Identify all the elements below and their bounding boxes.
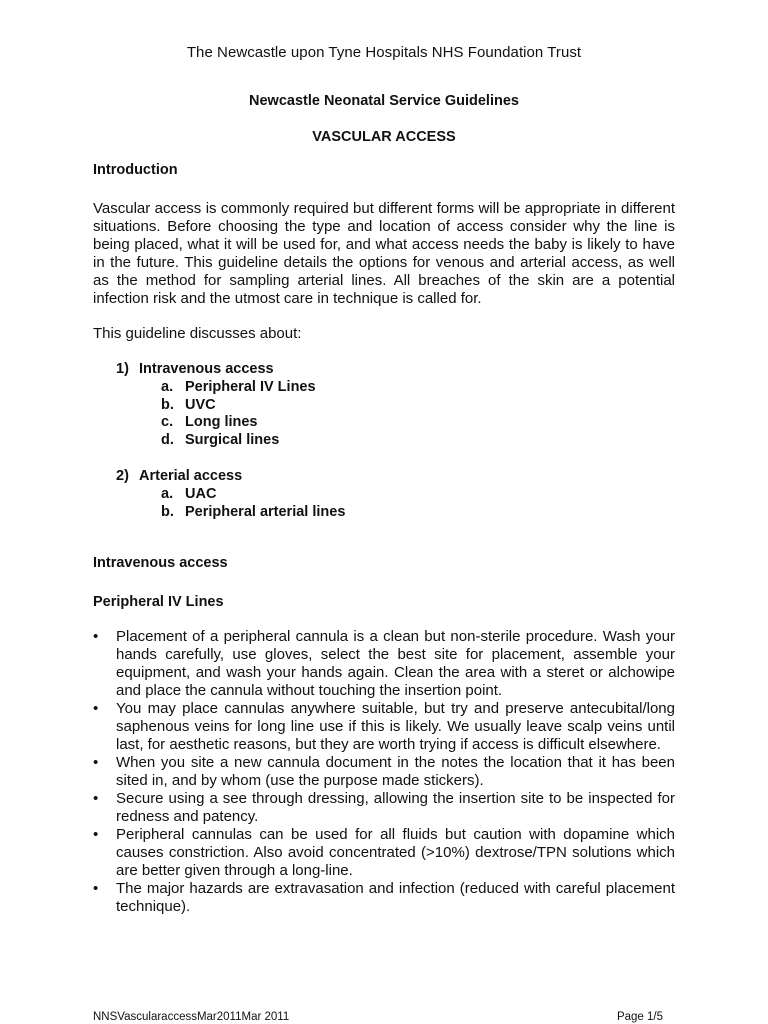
list-item — [93, 790, 675, 826]
footer-doc-ref: NNSVascularaccessMar2011Mar 2011 — [93, 1011, 290, 1023]
bullet-icon: • — [93, 754, 99, 771]
introduction-heading: Introduction — [93, 162, 178, 178]
list-item-text: Placement of a peripheral cannula is a clean but non-sterile procedure. Wash your hands carefully, use gloves, select the best site for placement, assemble your equipment, and wash your hands again. Clean the area with a steret or alchowipe and place the cannula without touching the insertion point. — [116, 628, 675, 699]
document-title: VASCULAR ACCESS — [312, 129, 456, 145]
contents-item — [116, 361, 316, 379]
contents-sublabel: Peripheral IV Lines — [185, 378, 316, 395]
service-title: Newcastle Neonatal Service Guidelines — [249, 93, 519, 109]
contents-subitem — [116, 486, 345, 504]
bullet-icon: • — [93, 790, 99, 807]
bullet-list — [93, 628, 675, 916]
contents-list-intravenous — [116, 361, 316, 450]
contents-item — [116, 468, 345, 486]
contents-sublabel: UVC — [185, 396, 216, 413]
contents-letter: a. — [161, 485, 174, 502]
list-item — [93, 628, 675, 700]
contents-list-arterial — [116, 468, 345, 521]
list-item — [93, 754, 675, 790]
contents-sublabel: UAC — [185, 485, 217, 502]
contents-subitem — [116, 379, 316, 397]
list-item-text: When you site a new cannula document in the notes the location that it has been sited in, and by whom (use the purpose made stickers). — [116, 754, 675, 789]
contents-subitem — [116, 504, 345, 522]
contents-letter: b. — [161, 503, 174, 520]
contents-subitem — [116, 432, 316, 450]
contents-letter: c. — [161, 414, 174, 431]
contents-letter: d. — [161, 432, 174, 449]
contents-sublabel: Long lines — [185, 414, 258, 431]
list-item-text: Peripheral cannulas can be used for all fluids but caution with dopamine which causes constriction. Also avoid concentrated (>10%) dextrose/TPN solutions which are better given through a long-line. — [116, 826, 675, 879]
list-item-text: Secure using a see through dressing, allowing the insertion site to be inspected for redness and patency. — [116, 790, 675, 825]
discusses-text: This guideline discusses about: — [93, 325, 302, 342]
bullet-icon: • — [93, 628, 99, 645]
bullet-icon: • — [93, 700, 99, 717]
contents-sublabel: Peripheral arterial lines — [185, 503, 346, 520]
list-item-text: The major hazards are extravasation and infection (reduced with careful placement technique). — [116, 880, 675, 915]
contents-subitem — [116, 397, 316, 415]
contents-letter: a. — [161, 378, 174, 395]
bullet-icon: • — [93, 826, 99, 843]
list-item — [93, 700, 675, 754]
contents-label: Arterial access — [139, 468, 243, 484]
contents-number: 2) — [116, 468, 129, 484]
section-subheading: Peripheral IV Lines — [93, 594, 224, 610]
footer-page-number: Page 1/5 — [616, 1011, 663, 1023]
trust-header: The Newcastle upon Tyne Hospitals NHS Foundation Trust — [186, 44, 582, 61]
contents-sublabel: Surgical lines — [185, 432, 280, 449]
bullet-icon: • — [93, 880, 99, 897]
list-item — [93, 826, 675, 880]
list-item — [93, 880, 675, 916]
introduction-paragraph: Vascular access is commonly required but different forms will be appropriate in different situations. Before choosing the type and location of access consider why the line is being placed, what it will be used for, and what access needs the baby is likely to have in the future. This guideline details the options for venous and arterial access, as well as the method for sampling arterial lines. All breaches of the skin are a potential infection risk and the utmost care in technique is called for. — [93, 200, 675, 307]
contents-label: Intravenous access — [139, 361, 274, 377]
contents-letter: b. — [161, 396, 174, 413]
list-item-text: You may place cannulas anywhere suitable, but try and preserve antecubital/long saphenous veins for long line use if this is likely. We usually leave scalp veins until last, for aesthetic reasons, but they are worth trying if access is difficult elsewhere. — [116, 700, 675, 753]
contents-number: 1) — [116, 361, 129, 377]
contents-subitem — [116, 414, 316, 432]
section-heading: Intravenous access — [93, 555, 228, 571]
